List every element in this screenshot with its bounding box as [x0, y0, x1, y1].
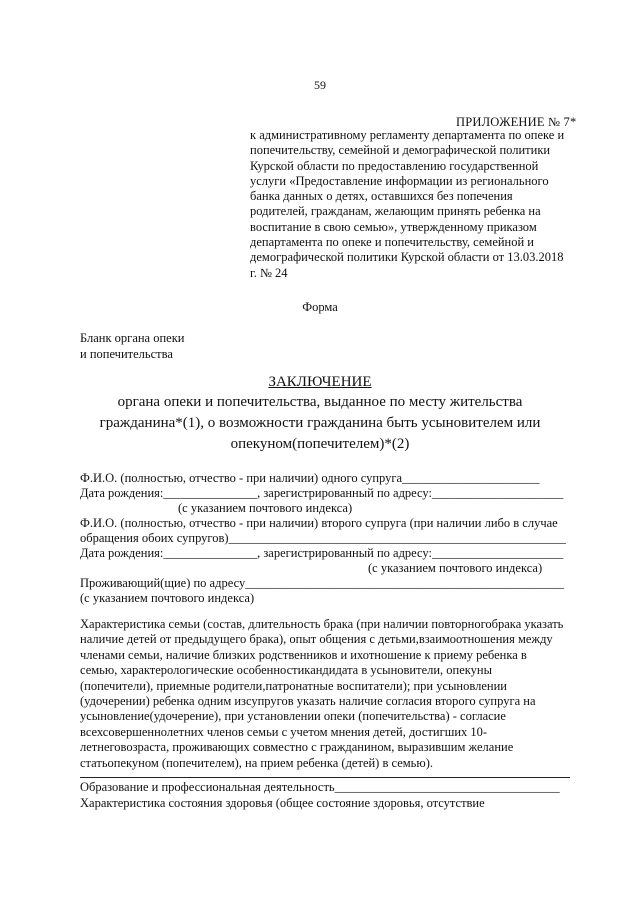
appendix-line: услуги «Предоставление информации из регионального [250, 173, 549, 188]
appendix-line: попечительству, семейной и демографической политики [250, 143, 551, 158]
residence-address: Проживающий(щие) по адресу___________________________________________________ [80, 576, 564, 590]
dob-address-second: Дата рождения:_______________, зарегистрированный по адресу:_____________________ [80, 546, 564, 560]
appendix-line: Курской области по предоставлению государственной [250, 158, 539, 173]
appendix-line: департамента по опеке и попечительству, семейной и [250, 235, 534, 250]
appendix-line: г. № 24 [250, 265, 288, 280]
form-label: Форма [302, 300, 338, 314]
family-line: статьопекуном (попечителем), на прием ребенка (детей) в семью). [80, 755, 433, 770]
family-line: (попечители), приемные родители,патронатные воспитатели); при усыновлении [80, 678, 507, 693]
family-line: усыновление(удочерение), при установлении опеки (попечительства) - согласие [80, 709, 506, 724]
family-line: членами семьи, наличие близких родственников и ихотношение к приему ребенка в [80, 647, 527, 662]
family-line: наличие детей от предыдущего брака), опыт общения с детьми,взаимоотношения между [80, 632, 553, 647]
appendix-text [250, 128, 572, 281]
fio-first-spouse: Ф.И.О. (полностью, отчество - при наличии) одного супруга______________________ [80, 471, 540, 485]
separator-line [80, 777, 570, 778]
family-characteristics [80, 617, 568, 771]
family-line: (удочерении) ребенка одним изсупругов указать наличие согласия второго супруга на [80, 694, 536, 709]
authority-blank-line: и попечительства [80, 346, 173, 361]
postal-hint-2: (с указанием почтового индекса) [368, 561, 543, 575]
fio-second-spouse: Ф.И.О. (полностью, отчество - при наличии) второго супруга (при наличии либо в случае [80, 516, 558, 530]
appendix-line: родителей, гражданам, желающим принять ребенка на [250, 204, 541, 219]
authority-blank-line: Бланк органа опеки [80, 331, 185, 345]
family-line: Характеристика семьи (состав, длительность брака (при наличии повторногобрака указать [80, 617, 564, 631]
authority-blank [80, 331, 184, 362]
family-line: летнеговозраста, проживающих совместно с гражданином, выразившим желание [80, 740, 514, 755]
appendix-line: банка данных о детях, оставшихся без попечения [250, 189, 513, 204]
page-number: 59 [314, 78, 326, 92]
fio-second-spouse-cont: обращения обоих супругов)______________________________________________________ [80, 531, 567, 545]
family-line: семью, характерологические особенностикандидата в усыновители, опекуны [80, 663, 493, 678]
appendix-line: демографической политики Курской области от 13.03.2018 [250, 250, 564, 265]
appendix-title: ПРИЛОЖЕНИЕ № 7* [456, 115, 577, 129]
postal-hint-3: (с указанием почтового индекса) [80, 591, 255, 605]
postal-hint-1: (с указанием почтового индекса) [178, 501, 353, 515]
appendix-line: к административному регламенту департамента по опеке и [250, 128, 565, 142]
document-subtitle: органа опеки и попечительства, выданное по месту жительства гражданина*(1), о возможности гражданина быть усыновителем или опекуном(попечителем)*(2) [99, 394, 541, 452]
appendix-line: воспитание в свою семью», утвержденному приказом [250, 219, 537, 234]
education-field: Образование и профессиональная деятельность____________________________________ [80, 780, 560, 794]
document-title: ЗАКЛЮЧЕНИЕ [268, 374, 372, 390]
health-field: Характеристика состояния здоровья (общее состояние здоровья, отсутствие [80, 796, 485, 810]
family-line: всехсовершеннолетних членов семьи с учетом мнения детей, достигших 10- [80, 724, 488, 739]
dob-address-first: Дата рождения:_______________, зарегистрированный по адресу:_____________________ [80, 486, 564, 500]
